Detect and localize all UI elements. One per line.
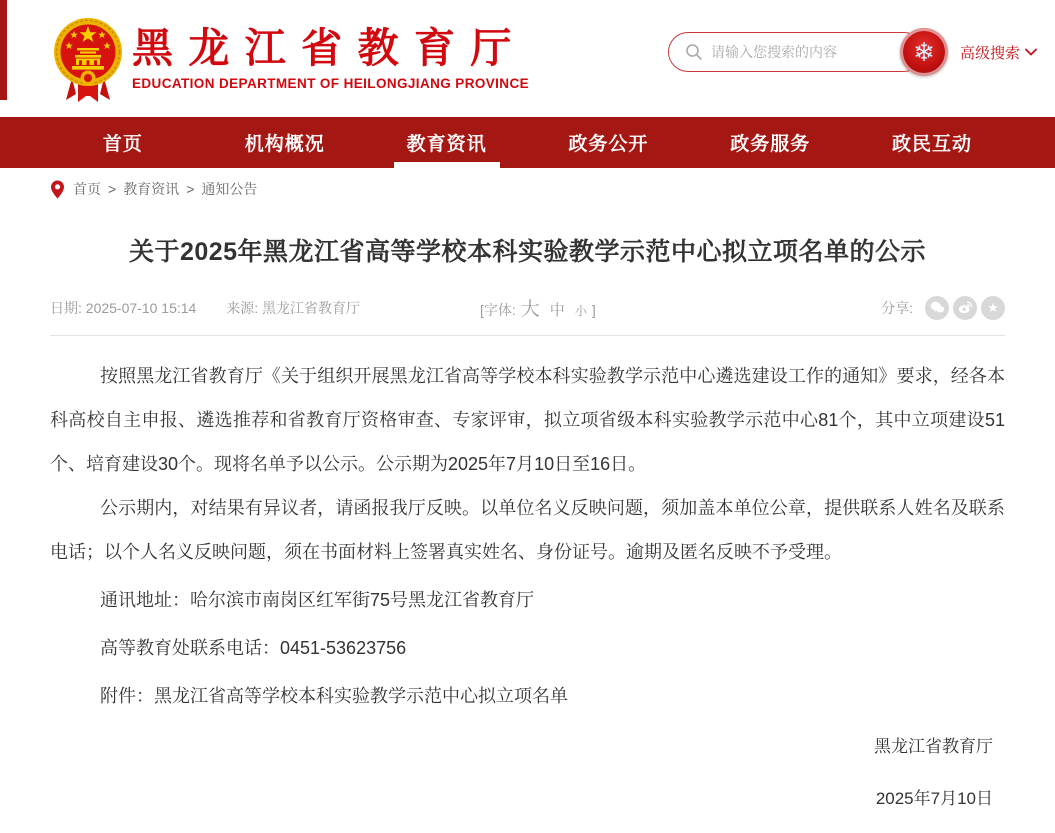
site-brand[interactable] — [52, 8, 529, 110]
font-size-large-button[interactable]: 大 — [520, 299, 540, 320]
date-label: 日期: — [50, 299, 82, 316]
article — [0, 232, 1055, 814]
nav-item-about[interactable]: 机构概况 — [244, 134, 325, 155]
date-value: 2025-07-10 15:14 — [85, 299, 197, 316]
meta-divider — [50, 335, 1005, 336]
breadcrumb — [0, 168, 1055, 210]
advanced-search-link[interactable] — [960, 42, 1037, 63]
source-label: 来源: — [226, 299, 259, 316]
nav-item-education-news[interactable]: 教育资讯 — [366, 117, 528, 168]
article-meta-row — [50, 294, 1005, 321]
site-subtitle: EDUCATION DEPARTMENT OF HEILONGJIANG PROVINCE — [132, 75, 530, 91]
advanced-search-label: 高级搜索 — [959, 44, 1020, 62]
nav-item-gov-disclosure[interactable]: 政务公开 — [568, 134, 649, 155]
breadcrumb-education-news[interactable]: 教育资讯 — [123, 181, 180, 197]
search-snowflake-button[interactable] — [900, 28, 948, 76]
signature: 黑龙江省教育厅 — [874, 737, 993, 756]
font-size-medium-button[interactable]: 中 — [549, 302, 565, 319]
signature-block — [50, 732, 1005, 814]
share-bar — [881, 296, 1005, 320]
main-nav — [0, 117, 1055, 168]
font-switch-close-bracket: ] — [591, 302, 596, 318]
attachment-link[interactable]: 附件：黑龙江省高等学校本科实验教学示范中心拟立项名单 — [100, 686, 568, 706]
nav-item-public-interaction[interactable]: 政民互动 — [892, 134, 973, 155]
brand-text — [132, 26, 529, 90]
search-area — [668, 31, 1055, 73]
nav-item-home[interactable]: 首页 — [102, 134, 143, 155]
location-pin-icon — [50, 180, 65, 199]
site-title: 黑 龙 江 省 教 育 厅 — [132, 25, 514, 72]
chevron-down-icon — [1025, 48, 1037, 56]
font-size-switcher — [480, 294, 596, 321]
paragraph-intro: 按照黑龙江省教育厅《关于组织开展黑龙江省高等学校本科实验教学示范中心遴选建设工作的通知》要求，经各本科高校自主申报、遴选推荐和省教育厅资格审查、专家评审，拟立项省级本科实验教学示范中心81个，其中立项建设51个、培育建设30个。现将名单予以公示。公示期为2025年7月10日至16日。 — [50, 366, 1005, 474]
search-icon — [685, 43, 703, 61]
snowflake-icon: ❄ — [913, 37, 935, 67]
share-label: 分享: — [881, 299, 913, 316]
main-nav-list — [42, 117, 1013, 168]
search-input[interactable] — [711, 44, 886, 60]
paragraph-address: 通讯地址：哈尔滨市南岗区红军街75号黑龙江省教育厅 — [100, 590, 535, 610]
national-emblem-logo — [52, 12, 124, 110]
star-icon[interactable]: ★ — [981, 296, 1005, 320]
source-value: 黑龙江省教育厅 — [262, 299, 360, 316]
site-header — [0, 0, 1055, 117]
article-meta — [50, 298, 360, 318]
breadcrumb-home[interactable]: 首页 — [73, 181, 101, 197]
weibo-icon[interactable] — [953, 296, 977, 320]
page-title: 关于2025年黑龙江省高等学校本科实验教学示范中心拟立项名单的公示 — [128, 238, 927, 266]
breadcrumb-notices[interactable]: 通知公告 — [201, 181, 258, 197]
paragraph-phone: 高等教育处联系电话：0451-53623756 — [100, 638, 407, 658]
search-input-wrapper — [668, 32, 924, 72]
article-body — [50, 354, 1005, 718]
breadcrumb-separator: > — [108, 181, 117, 197]
font-switch-label: [字体: — [480, 302, 516, 318]
font-size-small-button[interactable]: 小 — [574, 304, 587, 318]
wechat-icon[interactable] — [925, 296, 949, 320]
breadcrumb-separator: > — [186, 181, 195, 197]
nav-item-gov-services[interactable]: 政务服务 — [730, 134, 811, 155]
signature-date: 2025年7月10日 — [875, 789, 993, 808]
paragraph-objection: 公示期内，对结果有异议者，请函报我厅反映。以单位名义反映问题，须加盖本单位公章，提供联系人姓名及联系电话；以个人名义反映问题，须在书面材料上签署真实姓名、身份证号。逾期及匿名反映不予受理。 — [50, 498, 1005, 562]
